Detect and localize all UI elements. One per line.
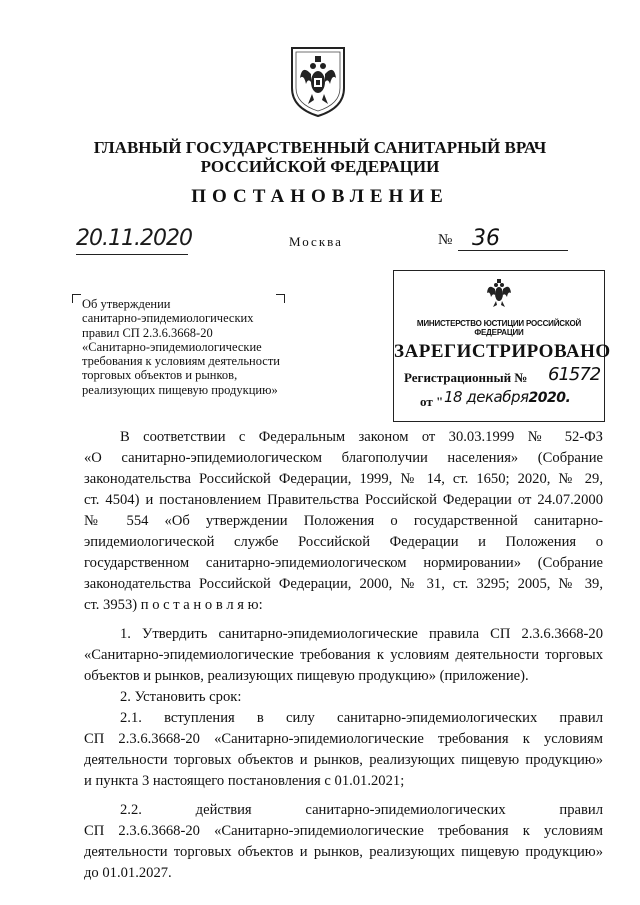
document-type: ПОСТАНОВЛЕНИЕ bbox=[191, 186, 449, 207]
authority-line-1: ГЛАВНЫЙ ГОСУДАРСТВЕННЫЙ САНИТАРНЫЙ ВРАЧ bbox=[93, 138, 547, 157]
subject-line: реализующих пищевую продукцию» bbox=[82, 382, 278, 397]
body-line: 2.1. вступления в силу санитарно-эпидемиологических правил bbox=[120, 710, 603, 726]
body-line: до 01.01.2027. bbox=[84, 865, 172, 881]
document-city: Москва bbox=[289, 234, 343, 249]
stamp-date-text: 18 декабря bbox=[444, 388, 529, 406]
registration-stamp bbox=[393, 270, 611, 422]
body-line: законодательства Российской Федерации, 1999, № 14, ст. 1650; 2020, № 29, bbox=[84, 471, 603, 487]
body-line: и пункта 3 настоящего постановления с 01.01.2021; bbox=[84, 773, 405, 789]
stamp-registered: ЗАРЕГИСТРИРОВАНО bbox=[394, 341, 611, 362]
document-number: 36 bbox=[472, 226, 500, 251]
body-line: объектов и рынков, реализующих пищевую продукцию» (приложение). bbox=[84, 668, 529, 684]
body-line: ст. 3953) п о с т а н о в л я ю: bbox=[84, 597, 263, 613]
subject-line: «Санитарно-эпидемиологические bbox=[82, 339, 262, 354]
stamp-ministry: МИНИСТЕРСТВО ЮСТИЦИИ РОССИЙСКОЙ ФЕДЕРАЦИИ bbox=[416, 319, 582, 337]
coat-of-arms-icon bbox=[286, 44, 350, 118]
body-line: эпидемиологической службе Российской Федерации и Положения о bbox=[84, 534, 603, 550]
body-line: деятельности торговых объектов и рынков, реализующих пищевую продукцию» bbox=[84, 844, 603, 860]
stamp-year: 2020. bbox=[528, 390, 571, 406]
stamp-from-label: от " bbox=[420, 394, 444, 409]
body-line: СП 2.3.6.3668-20 «Санитарно-эпидемиологические требования к условиям bbox=[84, 823, 603, 839]
document-date: 20.11.2020 bbox=[76, 224, 188, 255]
authority-line-2: РОССИЙСКОЙ ФЕДЕРАЦИИ bbox=[200, 157, 440, 176]
body-line: «О санитарно-эпидемиологическом благополучии населения» (Собрание bbox=[84, 450, 603, 466]
body-line: деятельности торговых объектов и рынков, реализующих пищевую продукцию» bbox=[84, 752, 603, 768]
stamp-date bbox=[444, 388, 570, 406]
body-line: «Санитарно-эпидемиологические требования к условиям деятельности торговых bbox=[84, 647, 603, 663]
stamp-regnum-label: Регистрационный № bbox=[404, 370, 528, 385]
number-label: № bbox=[438, 232, 453, 248]
stamp-regnum: 61572 bbox=[548, 364, 601, 385]
body-line: государственном санитарно-эпидемиологическом нормировании» (Собрание bbox=[84, 555, 603, 571]
body-line: 2.2. действия санитарно-эпидемиологических правил bbox=[120, 802, 603, 818]
body-line: 2. Установить срок: bbox=[120, 689, 242, 705]
body-line: В соответствии с Федеральным законом от 30.03.1999 № 52-ФЗ bbox=[120, 429, 603, 445]
subject-corner-left bbox=[72, 294, 81, 303]
subject-line: торговых объектов и рынков, bbox=[82, 368, 238, 383]
subject-line: санитарно-эпидемиологических bbox=[82, 311, 254, 326]
subject-line: правил СП 2.3.6.3668-20 bbox=[82, 325, 213, 340]
subject-line: Об утверждении bbox=[82, 297, 171, 311]
stamp-emblem-icon bbox=[485, 277, 513, 309]
document-subject bbox=[82, 297, 282, 397]
body-line: № 554 «Об утверждении Положения о государственной санитарно- bbox=[84, 513, 603, 529]
body-line: СП 2.3.6.3668-20 «Санитарно-эпидемиологические требования к условиям bbox=[84, 731, 603, 747]
subject-line: требования к условиям деятельности bbox=[82, 354, 280, 369]
body-line: ст. 4504) и постановлением Правительства Российской Федерации от 24.07.2000 bbox=[84, 492, 603, 508]
body-line: 1. Утвердить санитарно-эпидемиологические правила СП 2.3.6.3668-20 bbox=[120, 626, 603, 642]
body-line: законодательства Российской Федерации, 2000, № 31, ст. 3295; 2005, № 39, bbox=[84, 576, 603, 592]
issuing-authority bbox=[0, 138, 640, 176]
